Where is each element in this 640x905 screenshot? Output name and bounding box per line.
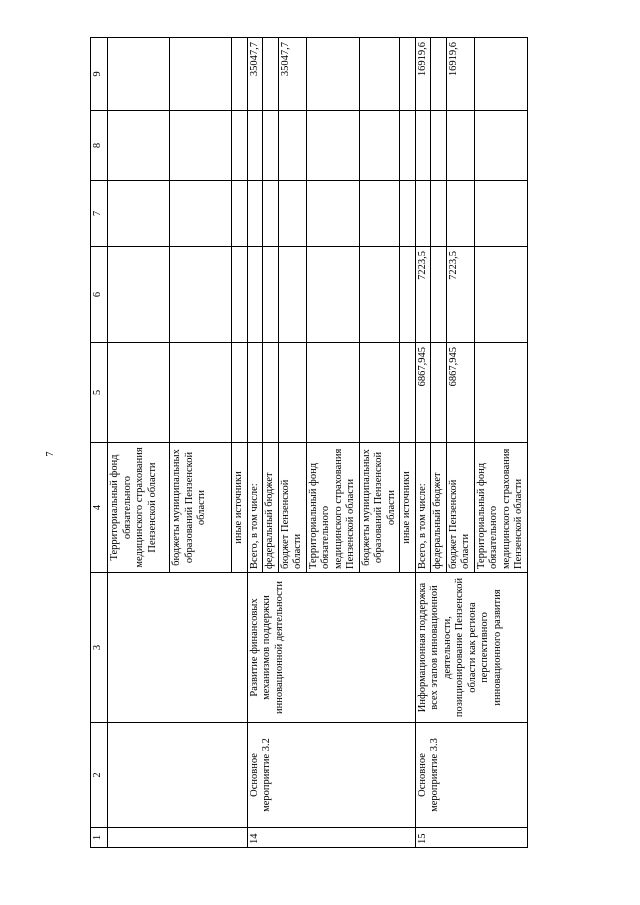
value-cell	[431, 38, 447, 111]
value-cell	[247, 343, 263, 443]
page-number: 7	[45, 451, 56, 457]
title-cell: Развитие финансовых механизмов поддержки инновационной деятельности	[247, 573, 415, 723]
value-cell	[474, 247, 527, 343]
value-cell	[278, 181, 306, 247]
header-cell: 5	[91, 343, 108, 443]
value-cell: 7223,5	[415, 247, 431, 343]
value-cell	[446, 111, 474, 181]
value-cell	[263, 181, 279, 247]
value-cell	[431, 247, 447, 343]
source-cell: Всего, в том числе:	[415, 443, 431, 573]
value-cell	[400, 181, 416, 247]
source-cell: федеральный бюджет	[263, 443, 279, 573]
value-cell	[474, 38, 527, 111]
value-cell	[474, 111, 527, 181]
value-cell	[415, 181, 431, 247]
value-cell	[247, 181, 263, 247]
value-cell	[359, 38, 400, 111]
header-cell: 8	[91, 111, 108, 181]
value-cell	[263, 343, 279, 443]
value-cell	[247, 111, 263, 181]
value-cell	[474, 181, 527, 247]
source-cell: иные источники	[400, 443, 416, 573]
program-table	[90, 37, 528, 848]
value-cell	[306, 343, 359, 443]
value-cell	[278, 343, 306, 443]
table-row	[247, 38, 263, 848]
value-cell	[359, 111, 400, 181]
event-cell: Основное мероприятие 3.3	[415, 723, 527, 828]
value-cell: 7223,5	[446, 247, 474, 343]
source-cell: бюджет Пензенской области	[446, 443, 474, 573]
header-cell: 2	[91, 723, 108, 828]
value-cell	[400, 343, 416, 443]
header-cell: 4	[91, 443, 108, 573]
header-cell: 9	[91, 38, 108, 111]
header-cell: 6	[91, 247, 108, 343]
source-cell: бюджет Пензенской области	[278, 443, 306, 573]
value-cell	[400, 247, 416, 343]
value-cell	[278, 111, 306, 181]
value-cell: 16919,6	[446, 38, 474, 111]
source-cell: бюджеты муниципальных образований Пензенской области	[170, 443, 232, 573]
value-cell	[431, 181, 447, 247]
value-cell	[263, 111, 279, 181]
value-cell	[431, 343, 447, 443]
header-cell: 7	[91, 181, 108, 247]
rotated-table-wrapper	[90, 38, 615, 848]
value-cell	[306, 181, 359, 247]
table-row	[108, 38, 170, 848]
value-cell: 6867,945	[446, 343, 474, 443]
number-cell	[108, 828, 248, 848]
event-cell: Основное мероприятие 3.2	[247, 723, 415, 828]
value-cell	[431, 111, 447, 181]
source-cell: Всего, в том числе:	[247, 443, 263, 573]
source-cell: иные источники	[232, 443, 248, 573]
value-cell: 6867,945	[415, 343, 431, 443]
value-cell	[415, 111, 431, 181]
source-cell: федеральный бюджет	[431, 443, 447, 573]
value-cell	[306, 111, 359, 181]
source-cell: Территориальный фонд обязательного медицинского страхования Пензенской области	[474, 443, 527, 573]
value-cell	[446, 181, 474, 247]
header-cell: 3	[91, 573, 108, 723]
source-cell: Территориальный фонд обязательного медицинского страхования Пензенской области	[108, 443, 170, 573]
value-cell	[247, 247, 263, 343]
value-cell: 35047,7	[278, 38, 306, 111]
value-cell	[359, 247, 400, 343]
value-cell	[306, 247, 359, 343]
source-cell: бюджеты муниципальных образований Пензенской области	[359, 443, 400, 573]
table-row	[415, 38, 431, 848]
value-cell: 35047,7	[247, 38, 263, 111]
value-cell	[263, 38, 279, 111]
value-cell: 16919,6	[415, 38, 431, 111]
event-cell	[108, 723, 248, 828]
value-cell	[263, 247, 279, 343]
number-cell: 14	[247, 828, 415, 848]
title-cell: Информационная поддержка всех этапов инновационной деятельности, позиционирование Пензенской области как региона перспективного инновационного развития	[415, 573, 527, 723]
header-cell: 1	[91, 828, 108, 848]
source-cell: Территориальный фонд обязательного медицинского страхования Пензенской области	[306, 443, 359, 573]
value-cell	[474, 343, 527, 443]
value-cell	[359, 181, 400, 247]
title-cell	[108, 573, 248, 723]
number-cell: 15	[415, 828, 527, 848]
value-cell	[359, 343, 400, 443]
header-row	[91, 38, 108, 848]
value-cell	[306, 38, 359, 111]
value-cell	[400, 111, 416, 181]
value-cell	[400, 38, 416, 111]
value-cell	[278, 247, 306, 343]
